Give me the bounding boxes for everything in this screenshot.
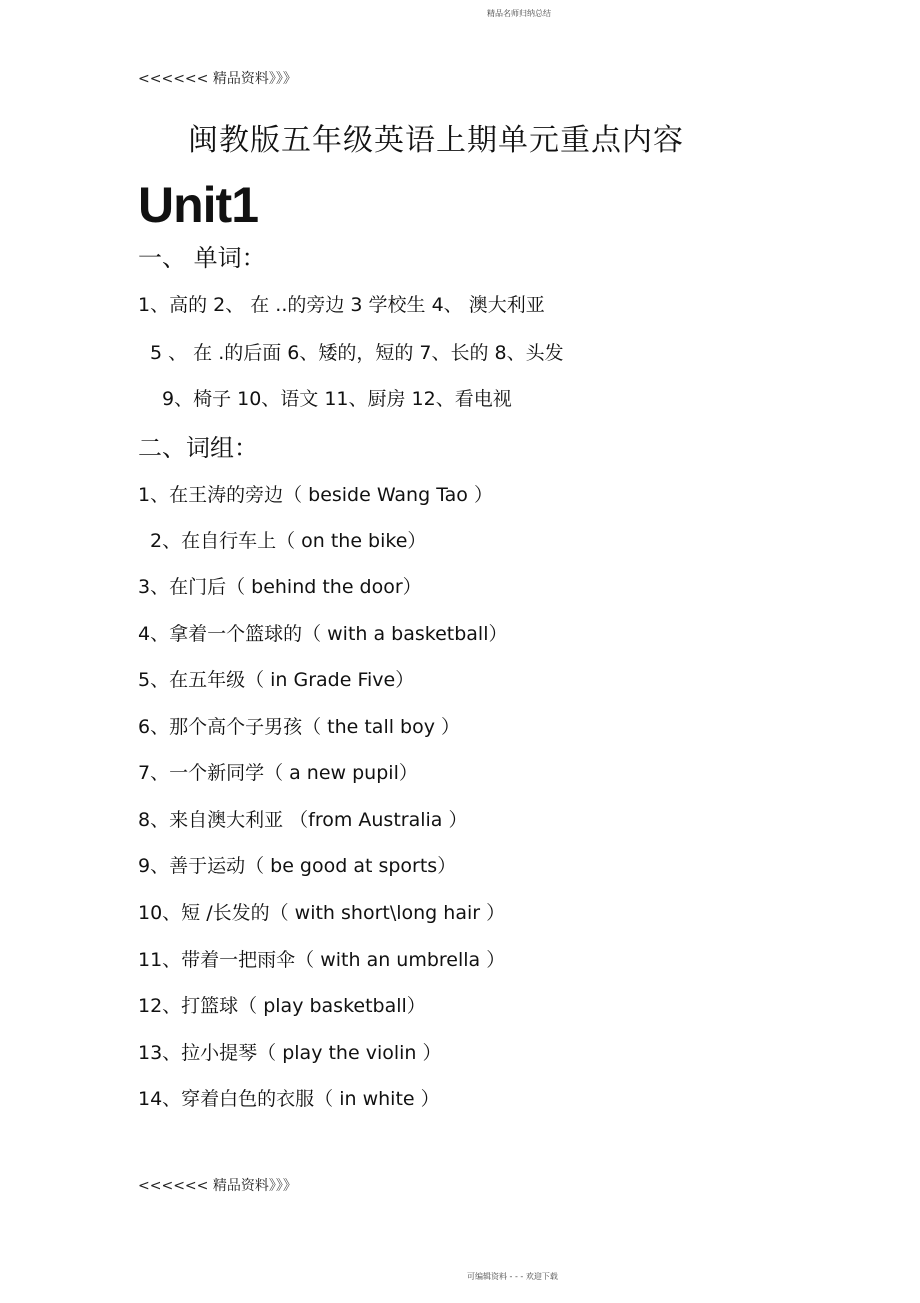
top-marker: <<<<<< 精品资料》》》 [138,71,297,87]
phrase-item: 3、在门后（ behind the door） [138,576,422,598]
phrase-item: 11、带着一把雨伞（ with an umbrella ） [138,949,506,971]
phrase-item: 6、那个高个子男孩（ the tall boy ） [138,716,461,738]
header-note: 精品名师归纳总结 [487,9,551,18]
phrase-item: 14、穿着白色的衣服（ in white ） [138,1088,440,1110]
phrase-item: 4、拿着一个篮球的（ with a basketball） [138,623,508,645]
phrase-item: 5、在五年级（ in Grade Five） [138,669,415,691]
unit-heading: Unit1 [138,177,258,233]
word-line-1: 1、高的 2、 在 ..的旁边 3 学校生 4、 澳大利亚 [138,294,545,316]
phrase-item: 13、拉小提琴（ play the violin ） [138,1042,442,1064]
phrase-item: 1、在王涛的旁边（ beside Wang Tao ） [138,484,493,506]
phrase-item: 12、打篮球（ play basketball） [138,995,426,1017]
phrases-heading: 二、词组： [138,434,258,462]
word-line-2: 5 、 在 .的后面 6、矮的，短的 7、长的 8、头发 [150,342,564,364]
phrase-item: 10、短 /长发的（ with short\long hair ） [138,902,506,924]
word-line-3: 9、椅子 10、语文 11、厨房 12、看电视 [162,388,512,410]
phrase-item: 7、一个新同学（ a new pupil） [138,762,418,784]
words-heading: 一、 单词： [138,244,266,272]
bottom-marker: <<<<<< 精品资料》》》 [138,1178,297,1194]
footer-note: 可编辑资料 - - - 欢迎下载 [467,1272,558,1281]
phrase-item: 8、来自澳大利亚 （from Australia ） [138,809,468,831]
phrase-item: 2、在自行车上（ on the bike） [150,530,427,552]
page-title: 闽教版五年级英语上期单元重点内容 [188,123,684,158]
phrase-item: 9、善于运动（ be good at sports） [138,855,457,877]
